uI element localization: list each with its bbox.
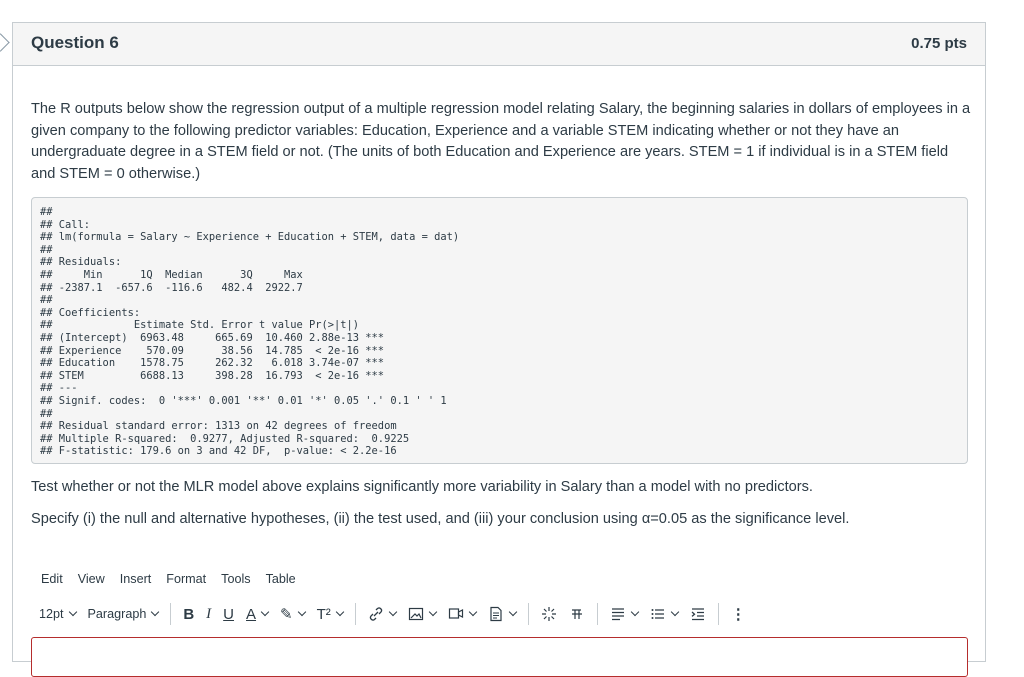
link-icon — [368, 606, 384, 622]
toolbar-divider — [597, 603, 598, 625]
question-title: Question 6 — [31, 33, 119, 52]
question-points: 0.75 pts — [911, 35, 967, 52]
equation-button[interactable] — [569, 606, 585, 622]
apps-button[interactable] — [541, 606, 557, 622]
toolbar-divider — [528, 603, 529, 625]
chevron-down-icon — [631, 608, 639, 616]
answer-editor[interactable] — [31, 637, 968, 677]
chevron-down-icon — [151, 608, 159, 616]
toolbar-divider — [355, 603, 356, 625]
menu-insert[interactable]: Insert — [119, 572, 152, 586]
italic-button[interactable] — [206, 606, 211, 623]
indent-button[interactable] — [690, 606, 706, 622]
more-options-icon: ⋮ — [730, 606, 746, 623]
chevron-down-icon — [261, 608, 269, 616]
bullet-list-icon — [650, 606, 666, 622]
menu-tools[interactable]: Tools — [221, 572, 251, 586]
question-prompt-1: Test whether or not the MLR model above explains significantly more variability in Salary than a model with no predictors. — [31, 479, 813, 495]
superscript-button[interactable] — [317, 606, 343, 623]
italic-icon: I — [206, 605, 212, 622]
chevron-down-icon — [297, 608, 305, 616]
question-header — [13, 23, 985, 66]
editor-menubar — [41, 572, 311, 590]
chevron-down-icon — [429, 608, 437, 616]
menu-view[interactable]: View — [77, 572, 105, 586]
text-color-button[interactable] — [246, 606, 268, 623]
equation-icon — [569, 606, 585, 622]
indent-icon — [690, 606, 706, 622]
document-button[interactable] — [488, 606, 516, 622]
collapse-arrow-icon[interactable] — [0, 33, 10, 51]
media-button[interactable] — [448, 606, 476, 622]
bold-button[interactable] — [183, 606, 194, 623]
font-size-value: 12pt — [39, 607, 64, 621]
align-icon — [610, 606, 626, 622]
question-intro: The R outputs below show the regression output of a multiple regression model relating Salary, the beginning salaries in dollars of employees in a given company to the following predictor variables: Education, Experience and a variable STEM indicating whether or not they have an undergraduate degree in a STEM field or not. (The units of both Education and Experience are years. STEM = 1 if individual is in a STEM field and STEM = 0 otherwise.) — [31, 101, 971, 182]
image-button[interactable] — [408, 606, 436, 622]
toolbar-divider — [718, 603, 719, 625]
document-icon — [488, 606, 504, 622]
question-card — [12, 22, 986, 662]
highlight-button[interactable] — [280, 605, 305, 623]
chevron-down-icon — [336, 608, 344, 616]
underline-icon: U — [223, 605, 235, 623]
r-output-block — [31, 197, 968, 464]
chevron-down-icon — [509, 608, 517, 616]
block-format-value: Paragraph — [87, 607, 147, 621]
text-color-icon: A — [246, 605, 257, 623]
block-format-dropdown[interactable] — [88, 607, 159, 621]
font-size-dropdown[interactable] — [39, 607, 76, 621]
highlight-icon: ✎ — [280, 606, 293, 623]
editor-toolbar — [39, 601, 758, 627]
toolbar-divider — [170, 603, 171, 625]
chevron-down-icon — [68, 608, 76, 616]
image-icon — [408, 606, 424, 622]
media-icon — [448, 606, 464, 622]
chevron-down-icon — [469, 608, 477, 616]
bold-icon: B — [183, 605, 195, 623]
underline-button[interactable] — [223, 606, 234, 623]
r-output-text: ## ## Call: ## lm(formula = Salary ~ Experience + Education + STEM, data = dat) ## ## Residuals: ## Min 1Q Median 3Q Max ## -2387.1 -657.6 -116.6 482.4 2922.7 ## ## Coefficients: ## Estimate Std. Error t value Pr(>|t|) ## (Intercept) 6963.48 665.69 10.460 2.88e-13 *** ## Experience 570.09 38.56 14.785 < 2e-16 *** ## Education 1578.75 262.32 6.018 3.74e-07 *** ## STEM 6688.13 398.28 16.793 < 2e-16 *** ## --- ## Signif. codes: 0 '***' 0.001 '**' 0.01 '*' 0.05 '.' 0.1 ' ' 1 ## ## Residual standard error: 1313 on 42 degrees of freedom ## Multiple R-squared: 0.9277, Adjusted R-squared: 0.9225 ## F-statistic: 179.6 on 3 and 42 DF, p-value: < 2.2e-16 — [40, 206, 460, 458]
superscript-icon: T² — [316, 605, 331, 623]
align-button[interactable] — [610, 606, 638, 622]
menu-format[interactable]: Format — [166, 572, 207, 586]
menu-edit[interactable]: Edit — [41, 572, 63, 586]
apps-icon — [541, 606, 557, 622]
link-button[interactable] — [368, 606, 396, 622]
bullet-list-button[interactable] — [650, 606, 678, 622]
chevron-down-icon — [671, 608, 679, 616]
menu-table[interactable]: Table — [265, 572, 296, 586]
chevron-down-icon — [389, 608, 397, 616]
more-options-button[interactable] — [731, 605, 746, 623]
question-prompt-2: Specify (i) the null and alternative hypotheses, (ii) the test used, and (iii) your conclusion using α=0.05 as the significance level. — [31, 511, 850, 527]
